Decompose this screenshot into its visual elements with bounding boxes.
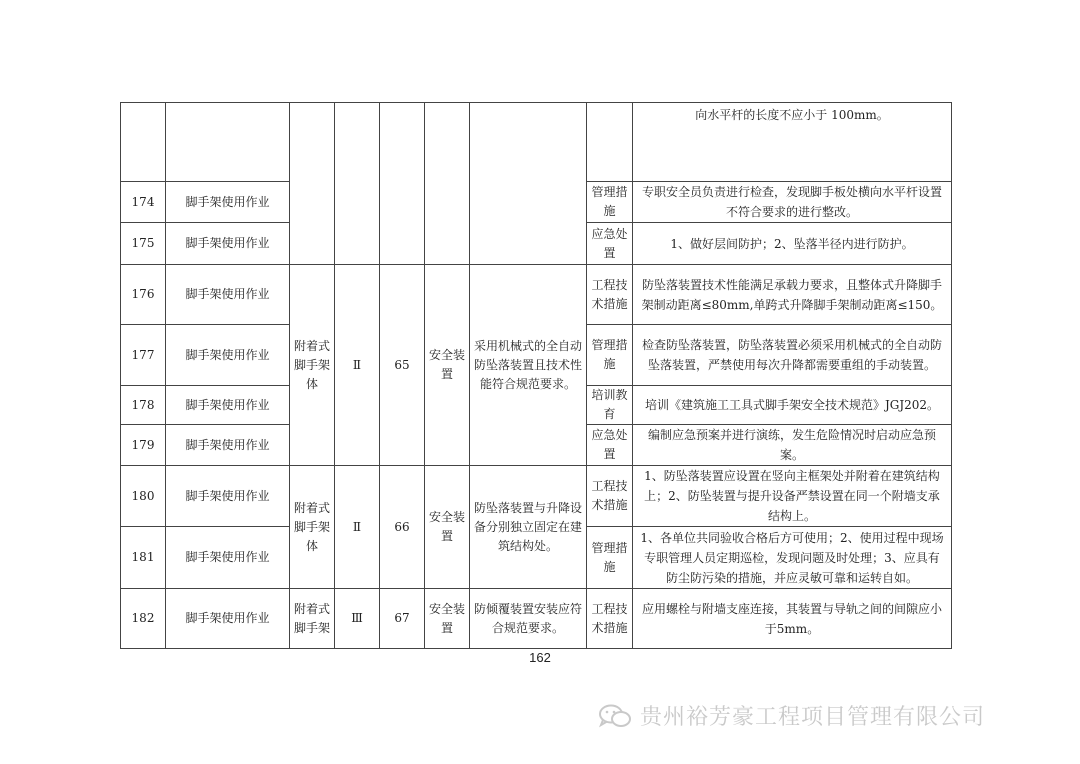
row-number: 182 [121, 589, 166, 649]
empty-cell [425, 103, 470, 265]
work-name: 脚手架使用作业 [166, 223, 290, 265]
work-name: 脚手架使用作业 [166, 386, 290, 425]
page-number: 162 [529, 650, 551, 665]
level-cell: Ⅲ [335, 589, 380, 649]
measure-type: 工程技术措施 [587, 265, 633, 325]
item-number-cell: 67 [380, 589, 425, 649]
wechat-icon [598, 703, 632, 729]
watermark [598, 700, 985, 731]
empty-cell [470, 103, 587, 265]
empty-cell [380, 103, 425, 265]
measure-content: 培训《建筑施工工具式脚手架安全技术规范》JGJ202。 [633, 386, 952, 425]
category-cell: 安全装置 [425, 265, 470, 466]
measure-type: 应急处置 [587, 223, 633, 265]
empty-cell [290, 103, 335, 265]
hazard-measures-table [120, 102, 952, 649]
empty-cell [587, 103, 633, 182]
measure-content: 1、防坠落装置应设置在竖向主框架处并附着在建筑结构上；2、防坠装置与提升设备严禁设置在同一个附墙支承结构上。 [633, 466, 952, 527]
measure-content: 1、各单位共同验收合格后方可使用；2、使用过程中现场专职管理人员定期巡检，发现问题及时处理；3、应具有防尘防污染的措施，并应灵敏可靠和运转自如。 [633, 527, 952, 589]
row-number: 177 [121, 325, 166, 386]
item-number-cell: 65 [380, 265, 425, 466]
hazard-description: 采用机械式的全自动防坠落装置且技术性能符合规范要求。 [470, 265, 587, 466]
row-number: 176 [121, 265, 166, 325]
table-row [121, 466, 952, 527]
measure-type: 工程技术措施 [587, 589, 633, 649]
table-row [121, 589, 952, 649]
object-cell: 附着式脚手架体 [290, 466, 335, 589]
work-name: 脚手架使用作业 [166, 182, 290, 223]
measure-content: 1、做好层间防护；2、坠落半径内进行防护。 [633, 223, 952, 265]
empty-cell [166, 103, 290, 182]
level-cell: Ⅱ [335, 265, 380, 466]
work-name: 脚手架使用作业 [166, 325, 290, 386]
empty-cell [121, 103, 166, 182]
object-cell: 附着式脚手架体 [290, 265, 335, 466]
measure-content: 向水平杆的长度不应小于 100mm。 [633, 103, 952, 182]
item-number-cell: 66 [380, 466, 425, 589]
measure-type: 管理措施 [587, 182, 633, 223]
level-cell: Ⅱ [335, 466, 380, 589]
object-cell: 附着式脚手架 [290, 589, 335, 649]
row-number: 181 [121, 527, 166, 589]
measure-type: 培训教育 [587, 386, 633, 425]
work-name: 脚手架使用作业 [166, 265, 290, 325]
work-name: 脚手架使用作业 [166, 466, 290, 527]
measure-content: 检查防坠落装置，防坠落装置必须采用机械式的全自动防坠落装置，严禁使用每次升降都需要重组的手动装置。 [633, 325, 952, 386]
measure-content: 应用螺栓与附墙支座连接，其装置与导轨之间的间隙应小于5mm。 [633, 589, 952, 649]
category-cell: 安全装置 [425, 589, 470, 649]
measure-type: 工程技术措施 [587, 466, 633, 527]
work-name: 脚手架使用作业 [166, 527, 290, 589]
row-number: 179 [121, 425, 166, 466]
row-number: 180 [121, 466, 166, 527]
measure-content: 编制应急预案并进行演练，发生危险情况时启动应急预案。 [633, 425, 952, 466]
measure-content: 专职安全员负责进行检查，发现脚手板处横向水平杆设置不符合要求的进行整改。 [633, 182, 952, 223]
watermark-text: 贵州裕芳豪工程项目管理有限公司 [640, 705, 986, 730]
empty-cell [335, 103, 380, 265]
category-cell: 安全装置 [425, 466, 470, 589]
measure-type: 管理措施 [587, 527, 633, 589]
work-name: 脚手架使用作业 [166, 425, 290, 466]
table-row [121, 265, 952, 325]
row-number: 175 [121, 223, 166, 265]
row-number: 174 [121, 182, 166, 223]
row-number: 178 [121, 386, 166, 425]
table-row [121, 103, 952, 182]
measure-type: 管理措施 [587, 325, 633, 386]
measure-type: 应急处置 [587, 425, 633, 466]
work-name: 脚手架使用作业 [166, 589, 290, 649]
measure-content: 防坠落装置技术性能满足承载力要求，且整体式升降脚手架制动距离≤80mm,单跨式升降脚手架制动距离≤150。 [633, 265, 952, 325]
hazard-description: 防坠落装置与升降设备分别独立固定在建筑结构处。 [470, 466, 587, 589]
hazard-description: 防倾覆装置安装应符合规范要求。 [470, 589, 587, 649]
